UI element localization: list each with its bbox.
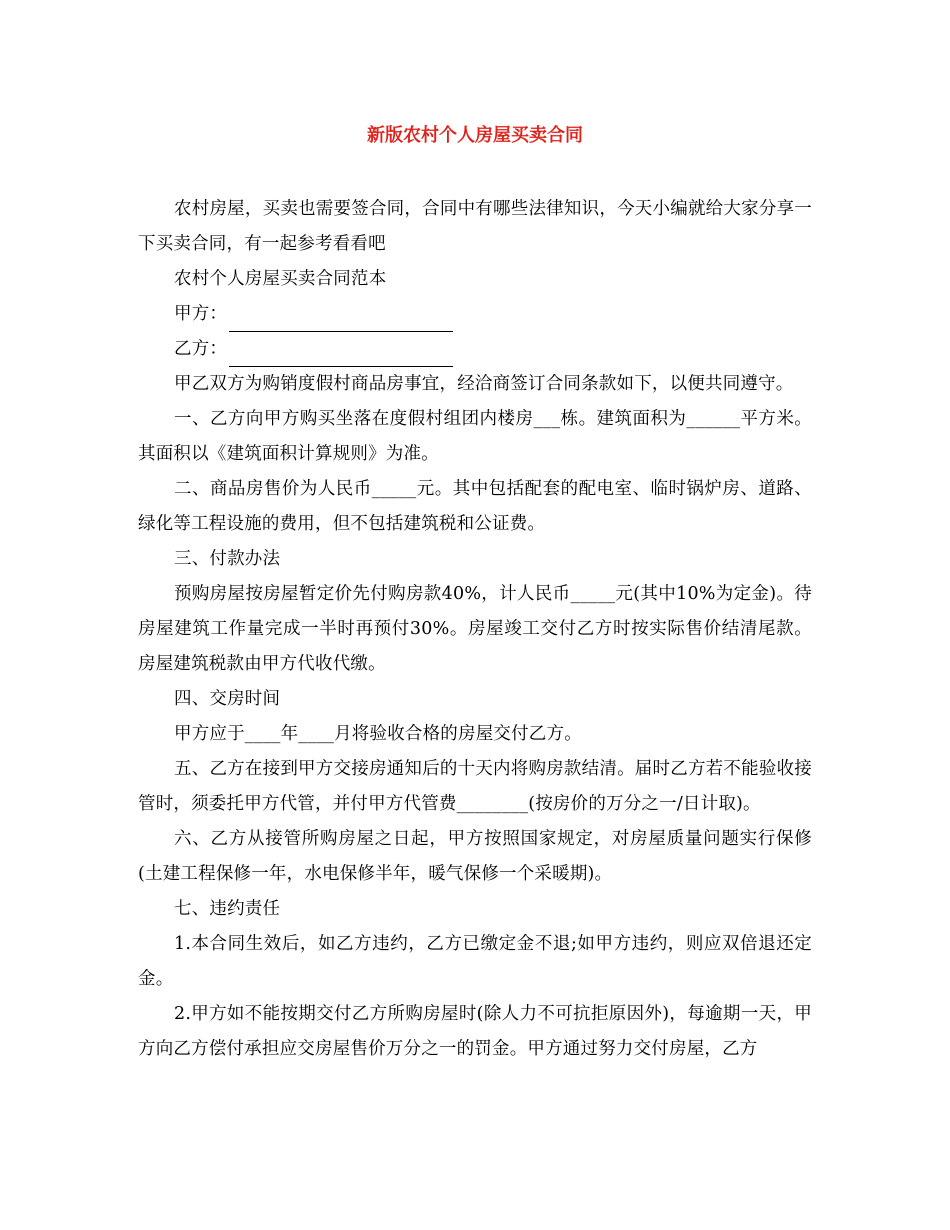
clause-5: 五、乙方在接到甲方交接房通知后的十天内将购房款结清。届时乙方若不能验收接管时，须委托甲方代管，并付甲方代管费________(按房价的万分之一/日计取)。 — [138, 759, 812, 814]
document-body — [138, 192, 812, 1067]
clause-3-heading: 三、付款办法 — [174, 549, 281, 569]
party-a-label: 甲方： — [174, 304, 228, 324]
clause-7-item-2: 2.甲方如不能按期交付乙方所购房屋时(除人力不可抗拒原因外)，每逾期一天，甲方向乙方偿付承担应交房屋售价万分之一的罚金。甲方通过努力交付房屋，乙方 — [138, 1004, 812, 1059]
document-title: 新版农村个人房屋买卖合同 — [367, 125, 583, 146]
clause-4-body: 甲方应于____年____月将验收合格的房屋交付乙方。 — [174, 724, 582, 744]
party-a-blank — [229, 309, 453, 332]
clause-7-heading: 七、违约责任 — [174, 899, 281, 919]
clause-1: 一、乙方向甲方购买坐落在度假村组团内楼房___栋。建筑面积为______平方米。其面积以《建筑面积计算规则》为准。 — [138, 409, 812, 464]
party-b-line — [138, 332, 812, 367]
template-heading: 农村个人房屋买卖合同范本 — [174, 269, 387, 289]
party-b-blank — [229, 344, 453, 367]
intro-paragraph: 农村房屋，买卖也需要签合同，合同中有哪些法律知识，今天小编就给大家分享一下买卖合同，有一起参考看看吧 — [138, 199, 812, 254]
clause-6: 六、乙方从接管所购房屋之日起，甲方按照国家规定，对房屋质量问题实行保修(土建工程保修一年，水电保修半年，暖气保修一个采暖期)。 — [138, 829, 812, 884]
clause-2: 二、商品房售价为人民币_____元。其中包括配套的配电室、临时锅炉房、道路、绿化等工程设施的费用，但不包括建筑税和公证费。 — [138, 479, 812, 534]
clause-4-heading: 四、交房时间 — [174, 689, 281, 709]
party-b-label: 乙方： — [174, 339, 228, 359]
agreement-intro: 甲乙双方为购销度假村商品房事宜，经洽商签订合同条款如下，以便共同遵守。 — [174, 374, 794, 394]
clause-3-body: 预购房屋按房屋暂定价先付购房款40%，计人民币_____元(其中10%为定金)。待房屋建筑工作量完成一半时再预付30%。房屋竣工交付乙方时按实际售价结清尾款。房屋建筑税款由甲方代收代缴。 — [138, 584, 812, 674]
clause-7-item-1: 1.本合同生效后，如乙方违约，乙方已缴定金不退;如甲方违约，则应双倍退还定金。 — [138, 934, 812, 989]
party-a-line — [138, 297, 812, 332]
